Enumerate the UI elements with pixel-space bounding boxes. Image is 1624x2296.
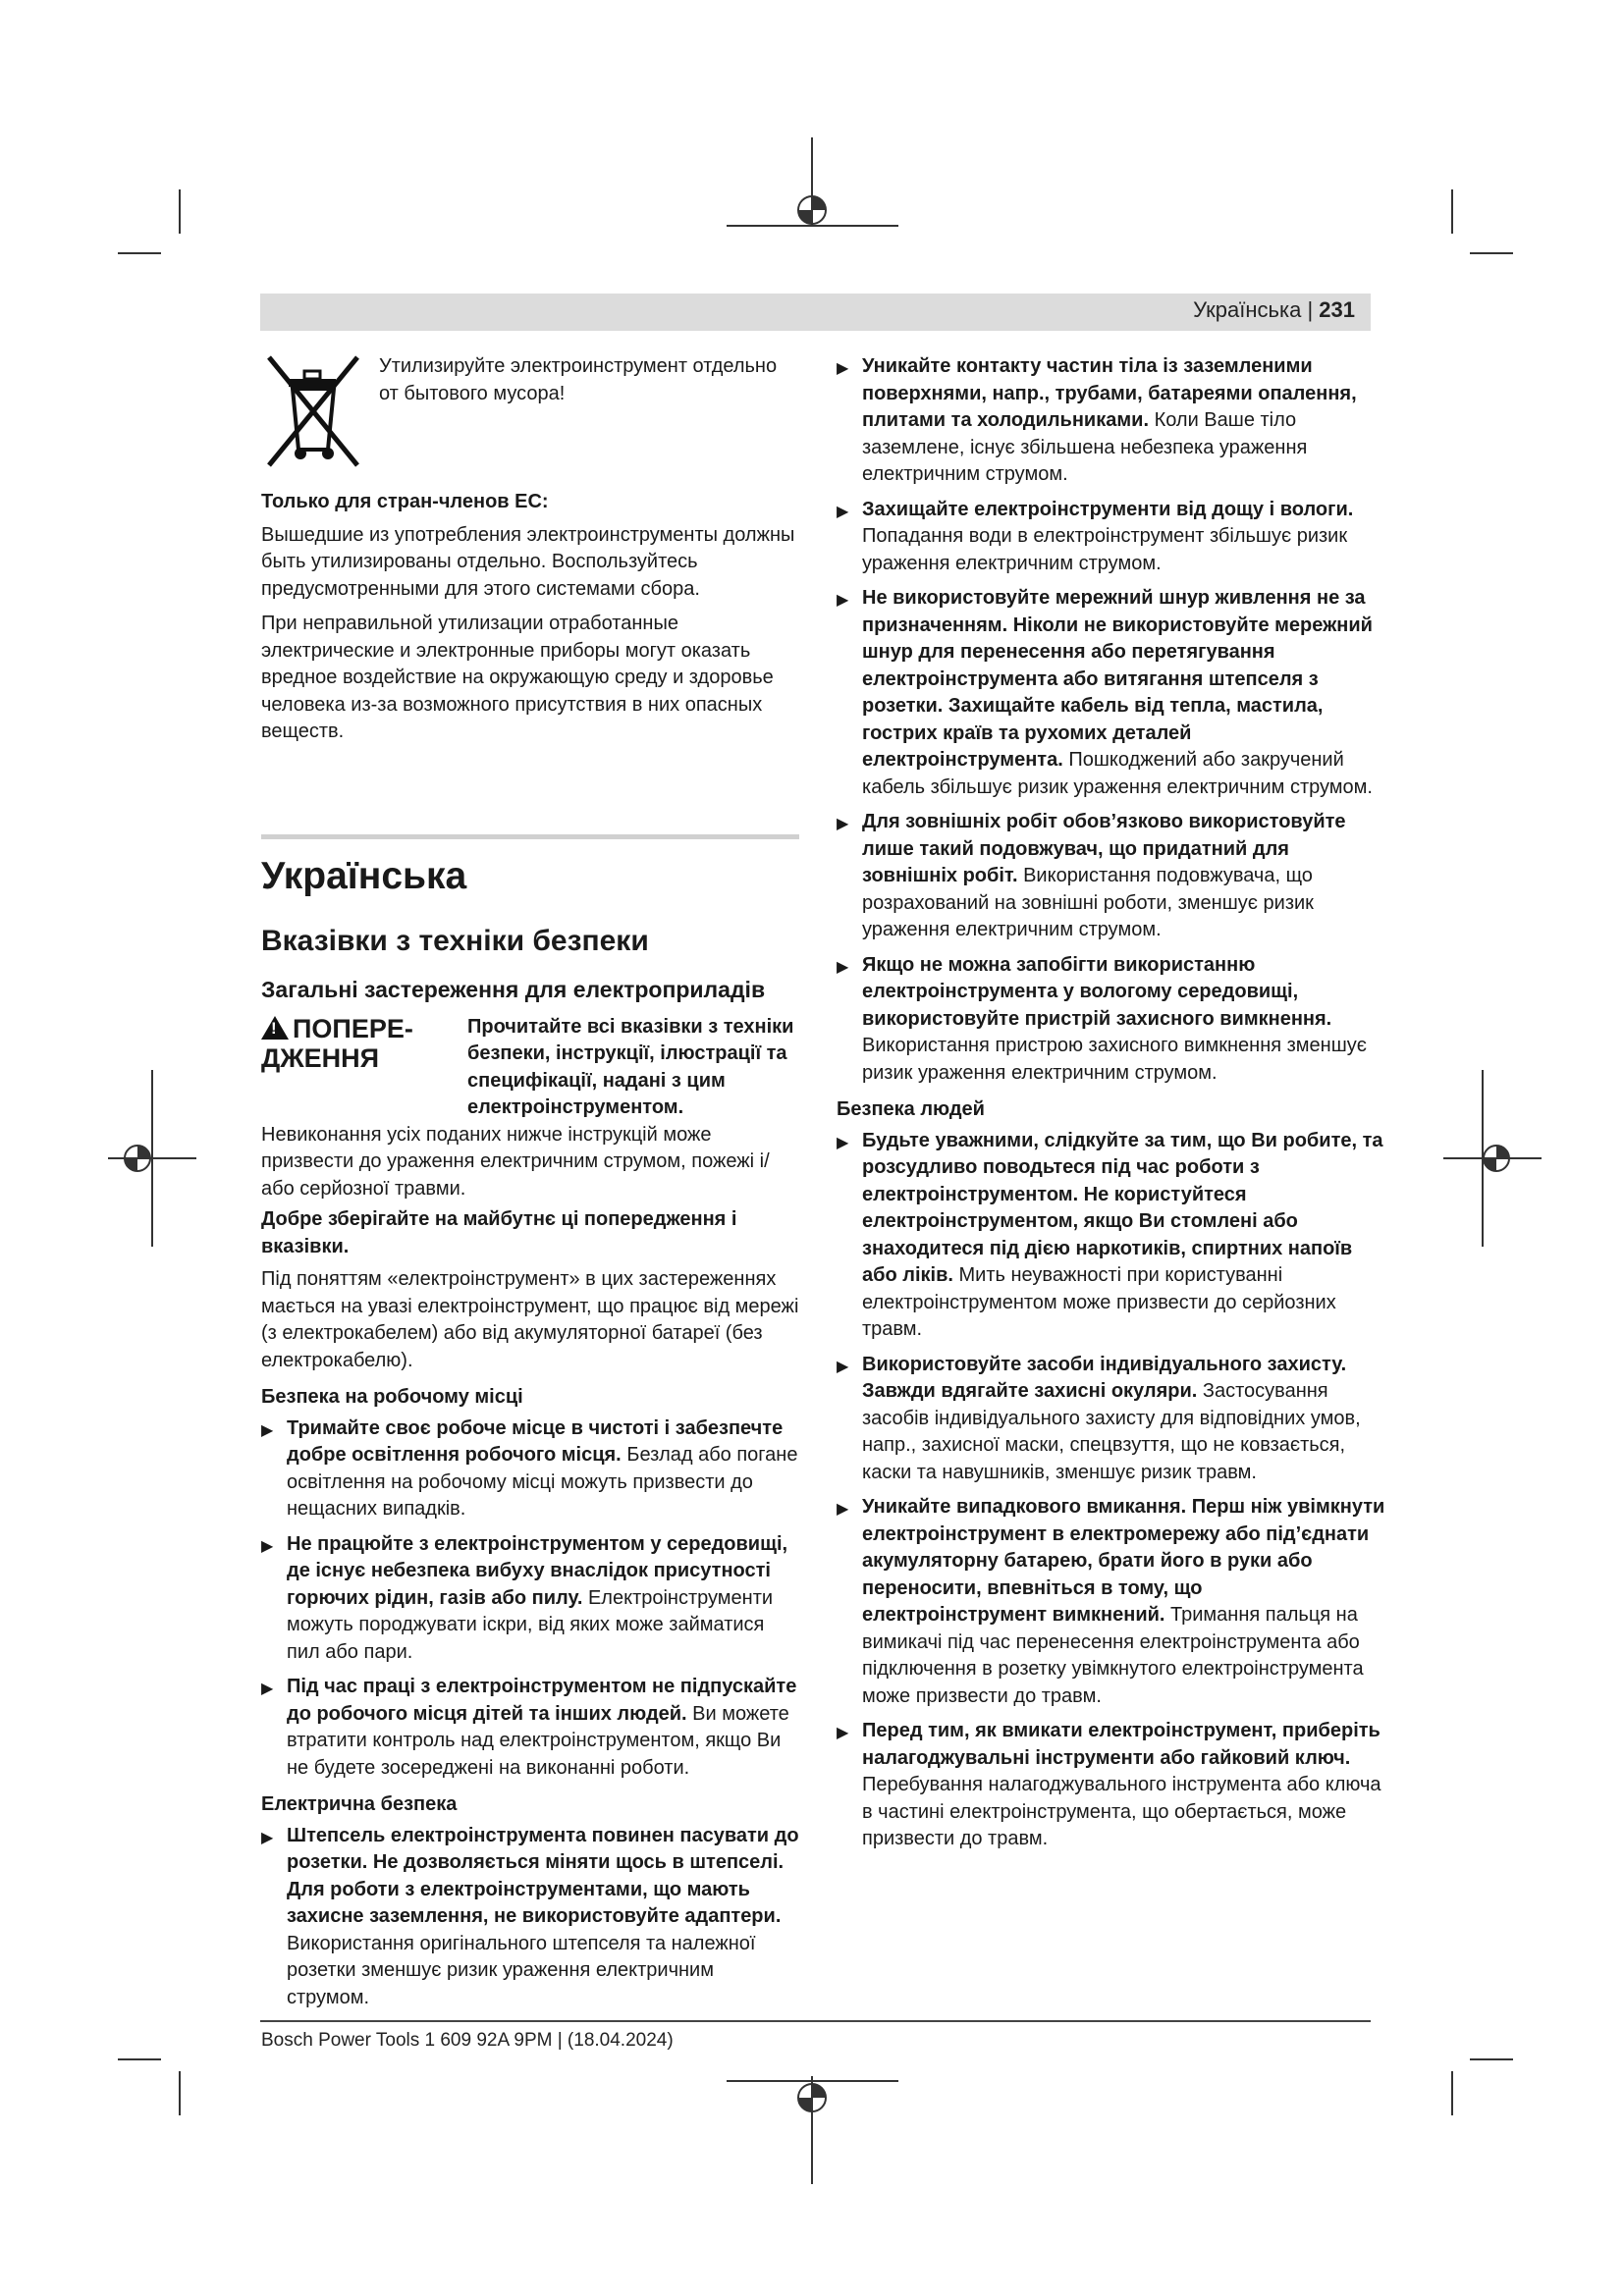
warning-block	[261, 1014, 799, 1122]
bullet-arrow-icon: ▶	[261, 1537, 274, 1555]
section-divider	[261, 834, 799, 839]
bullet-arrow-icon: ▶	[837, 503, 849, 520]
bullet-arrow-icon: ▶	[837, 592, 849, 609]
eu-heading: Только для стран-членов ЕС:	[261, 491, 549, 512]
list-item: ▶ Не використовуйте мережний шнур живлення не за призначенням. Ніколи не використовуйте мережний шнур для перенесення або перетягування електроінструмента або витягання штепселя з розетки. Захищайте кабель від тепла, мастила, гострих країв та рухомих деталей електроінструмента. Пошкоджений або закручений кабель збільшує ризик ураження електричним струмом.	[837, 587, 1373, 798]
bullet-arrow-icon: ▶	[261, 1681, 274, 1697]
registration-mark-icon	[727, 2061, 903, 2189]
bullet-arrow-icon: ▶	[261, 1829, 274, 1846]
disposal-paragraph: Вышедшие из употребления электроинструменты должны быть утилизированы отдельно. Воспользуйтесь предусмотренными для этого системами сбора.	[261, 523, 795, 600]
list-item: ▶ Якщо не можна запобігти використанню електроінструмента у вологому середовищі, використовуйте пристрій захисного вимкнення. Використання пристрою захисного вимкнення зменшує ризик ураження електричним струмом.	[837, 953, 1367, 1084]
footer-divider	[260, 2020, 1371, 2022]
bullet-arrow-icon: ▶	[837, 1501, 849, 1518]
registration-mark-icon	[1434, 1070, 1551, 1247]
bullet-arrow-icon: ▶	[837, 1725, 849, 1741]
list-item: ▶ Під час праці з електроінструментом не підпускайте до робочого місця дітей та інших людей. Ви можете втратити контроль над електроінструментом, якщо Ви не будете зосереджені на виконанні роботи.	[261, 1676, 797, 1779]
warning-bold-text: Прочитайте всі вказівки з техніки безпеки, інструкції, ілюстрації та специфікації, надані з цим електроінструментом.	[467, 1015, 794, 1118]
warning-triangle-icon: !	[261, 1016, 289, 1040]
list-item: ▶ Захищайте електроінструменти від дощу і вологи. Попадання води в електроінструмент збільшує ризик ураження електричним струмом.	[837, 498, 1354, 574]
list-item: ▶ Для зовнішніх робіт обов’язково використовуйте лише такий подовжувач, що придатний для зовнішніх робіт. Використання подовжувача, що розрахований на зовнішні роботи, зменшує ризик ураження електричним струмом.	[837, 811, 1346, 940]
bullet-arrow-icon: ▶	[837, 360, 849, 377]
keep-notice: Добре зберігайте на майбутнє ці попередження і вказівки.	[261, 1208, 737, 1257]
page-header	[260, 294, 1371, 331]
list-item: ▶ Штепсель електроінструмента повинен пасувати до розетки. Не дозволяється міняти щось в штепселі. Для роботи з електроінструментами, що мають захисне заземлення, не використовуйте адаптери. Використання оригінального штепселя та належної розетки зменшує ризик ураження електричним струмом.	[261, 1824, 799, 2008]
crossed-out-wheelie-bin-icon	[261, 353, 365, 469]
header-section-label: Українська | 231	[1193, 297, 1355, 322]
right-column	[837, 353, 1386, 1861]
workplace-title: Безпека на робочому місці	[261, 1386, 523, 1408]
safety-title: Вказівки з техніки безпеки	[261, 924, 649, 957]
list-item: ▶ Уникайте контакту частин тіла із заземленими поверхнями, напр., трубами, батареями опалення, плитами та холодильниками. Коли Ваше тіло заземлене, існує збільшена небезпека ураження електричним струмом.	[837, 355, 1357, 485]
list-item: ▶ Уникайте випадкового вмикання. Перш ніж увімкнути електроінструмент в електромережу або під’єднати акумуляторну батарею, брати його в руки або переносити, впевніться в тому, що електроінструмент вимкнений. Тримання пальця на вимикачі під час перенесення електроінструмента або підключення в розетку увімкнутого електроінструмента може призвести до травм.	[837, 1496, 1385, 1707]
definition-text: Під поняттям «електроінструмент» в цих застереженнях мається на увазі електроінструмент, що працює від мережі (з електрокабелем) або від акумуляторної батареї (без електрокабелю).	[261, 1268, 799, 1371]
people-title: Безпека людей	[837, 1098, 985, 1120]
bullet-arrow-icon: ▶	[837, 1134, 849, 1151]
list-item: ▶ Будьте уважними, слідкуйте за тим, що Ви робите, та розсудливо поводьтеся під час роботи з електроінструментом. Не користуйтеся електроінструментом, якщо Ви стомлені або знаходитеся під дією наркотиків, спиртних напоїв або ліків. Мить неуважності при користуванні електроінструментом може призвести до серйозних травм.	[837, 1129, 1383, 1340]
list-item: ▶ Використовуйте засоби індивідуального захисту. Завжди вдягайте захисні окуляри. Застосування засобів індивідуального захисту для відповідних умов, напр., захисної маски, спецвзуття, що не ковзається, каски та навушників, зменшує ризик травм.	[837, 1353, 1361, 1483]
list-item: ▶ Перед тим, як вмикати електроінструмент, приберіть налагоджувальні інструменти або гайковий ключ. Перебування налагоджувального інструмента або ключа в частині електроінструмента, що обертається, може призвести до травм.	[837, 1720, 1381, 1849]
registration-mark-icon	[98, 1070, 206, 1247]
left-column	[261, 353, 799, 2019]
warning-text: Невиконання усіх поданих нижче інструкцій може призвести до ураження електричним струмом, пожежі і/або серйозної травми.	[261, 1123, 770, 1200]
page-footer: Bosch Power Tools 1 609 92A 9PM | (18.04.2024)	[261, 2030, 674, 2051]
electrical-title: Електрична безпека	[261, 1793, 458, 1815]
bullet-arrow-icon: ▶	[837, 958, 849, 976]
bullet-arrow-icon: ▶	[837, 1358, 849, 1375]
bullet-arrow-icon: ▶	[837, 816, 849, 832]
bullet-arrow-icon: ▶	[261, 1421, 274, 1439]
page-number: 231	[1319, 297, 1355, 322]
disposal-paragraph: При неправильной утилизации отработанные электрические и электронные приборы могут оказать вредное воздействие на окружающую среду и здоровье человека из-за возможного присутствия в них опасных веществ.	[261, 613, 774, 742]
language-title: Українська	[261, 854, 467, 897]
disposal-notice	[261, 353, 799, 469]
list-item: ▶ Тримайте своє робоче місце в чистоті і забезпечте добре освітлення робочого місця. Безлад або погане освітлення на робочому місці можуть призвести до нещасних випадків.	[261, 1416, 798, 1520]
warning-label: ! ПОПЕРЕ-ДЖЕННЯ	[261, 1013, 413, 1073]
list-item: ▶ Не працюйте з електроінструментом у середовищі, де існує небезпека вибуху внаслідок присутності горючих рідин, газів або пилу. Електроінструменти можуть породжувати іскри, від яких може займатися пил або пари.	[261, 1532, 788, 1663]
registration-mark-icon	[727, 137, 903, 314]
general-warnings-title: Загальні застереження для електроприладів	[261, 976, 766, 1002]
disposal-text: Утилизируйте электроинструмент отдельно от бытового мусора!	[379, 355, 778, 404]
